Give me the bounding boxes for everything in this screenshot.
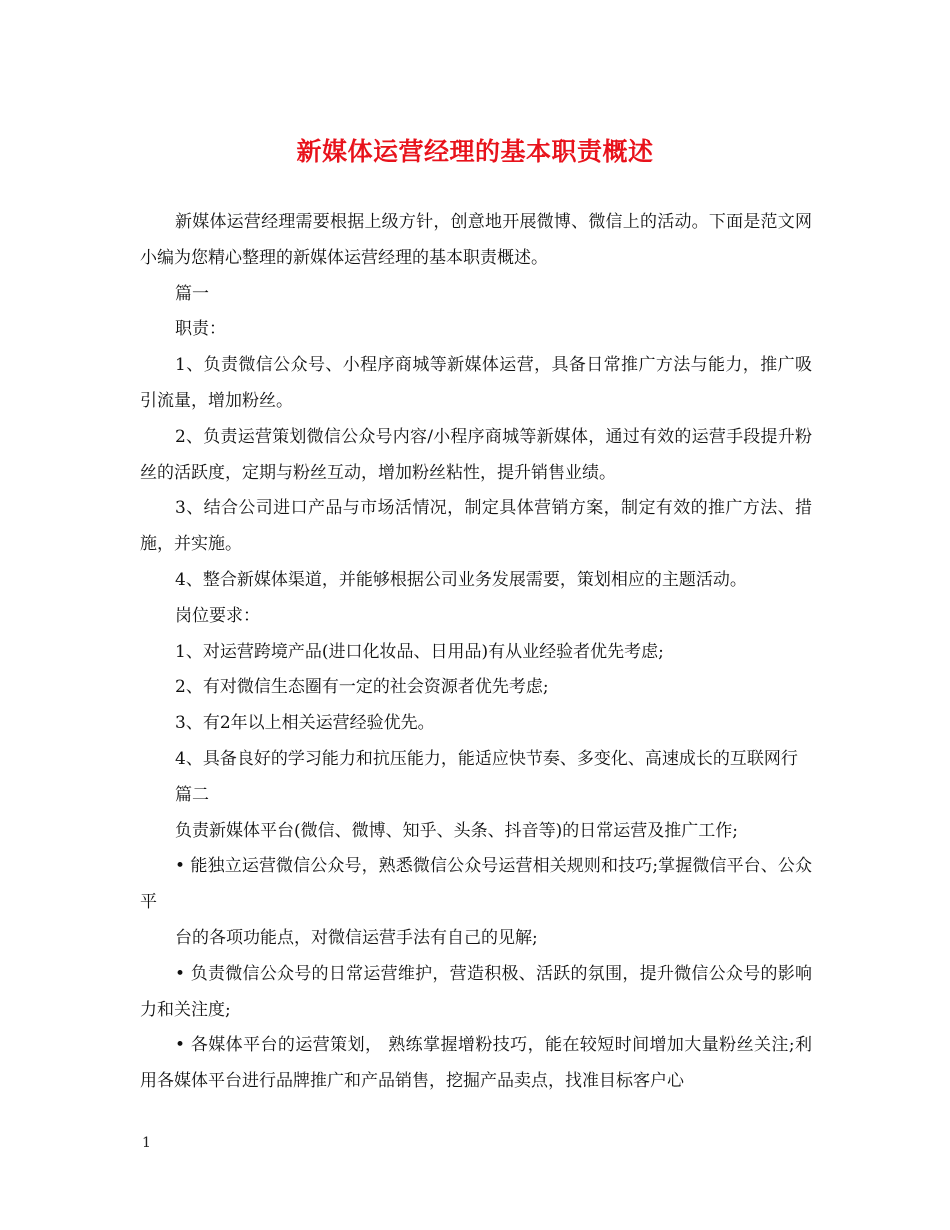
responsibility-item: 4、整合新媒体渠道，并能够根据公司业务发展需要，策划相应的主题活动。 <box>175 569 747 590</box>
section-heading-part-one: 篇一 <box>175 283 209 304</box>
bullet-item: • 负责微信公众号的日常运营维护，营造积极、活跃的氛围，提升微信公众号的影响力和关注度; <box>140 963 812 1020</box>
responsibility-item: 1、负责微信公众号、小程序商城等新媒体运营，具备日常推广方法与能力，推广吸引流量，增加粉丝。 <box>140 355 812 411</box>
requirement-item: 3、有2年以上相关运营经验优先。 <box>175 713 435 734</box>
duty-paragraph: 负责新媒体平台(微信、微博、知乎、头条、抖音等)的日常运营及推广工作; <box>175 820 738 841</box>
requirement-item: 4、具备良好的学习能力和抗压能力，能适应快节奏、多变化、高速成长的互联网行 <box>175 748 798 769</box>
requirement-item: 1、对运营跨境产品(进口化妆品、日用品)有从业经验者优先考虑; <box>175 641 664 662</box>
document-title: 新媒体运营经理的基本职责概述 <box>296 137 654 166</box>
intro-paragraph: 新媒体运营经理需要根据上级方针，创意地开展微博、微信上的活动。下面是范文网小编为您精心整理的新媒体运营经理的基本职责概述。 <box>140 212 812 268</box>
requirements-heading: 岗位要求： <box>175 605 260 626</box>
requirement-item: 2、有对微信生态圈有一定的社会资源者优先考虑; <box>175 677 549 698</box>
bullet-continuation: 台的各项功能点，对微信运营手法有自己的见解; <box>175 927 538 948</box>
page-number: 1 <box>142 1135 151 1151</box>
responsibilities-heading: 职责： <box>175 319 226 340</box>
bullet-item: • 各媒体平台的运营策划， 熟练掌握增粉技巧，能在较短时间增加大量粉丝关注;利用各媒体平台进行品牌推广和产品销售，挖掘产品卖点，找准目标客户心 <box>140 1035 812 1092</box>
document-body <box>140 205 812 1100</box>
section-heading-part-two: 篇二 <box>175 784 209 805</box>
responsibility-item: 3、结合公司进口产品与市场活情况，制定具体营销方案，制定有效的推广方法、措施，并实施。 <box>140 498 812 555</box>
responsibility-item: 2、负责运营策划微信公众号内容/小程序商城等新媒体，通过有效的运营手段提升粉丝的活跃度，定期与粉丝互动，增加粉丝粘性，提升销售业绩。 <box>140 426 812 483</box>
bullet-item: • 能独立运营微信公众号，熟悉微信公众号运营相关规则和技巧;掌握微信平台、公众平 <box>140 856 812 913</box>
